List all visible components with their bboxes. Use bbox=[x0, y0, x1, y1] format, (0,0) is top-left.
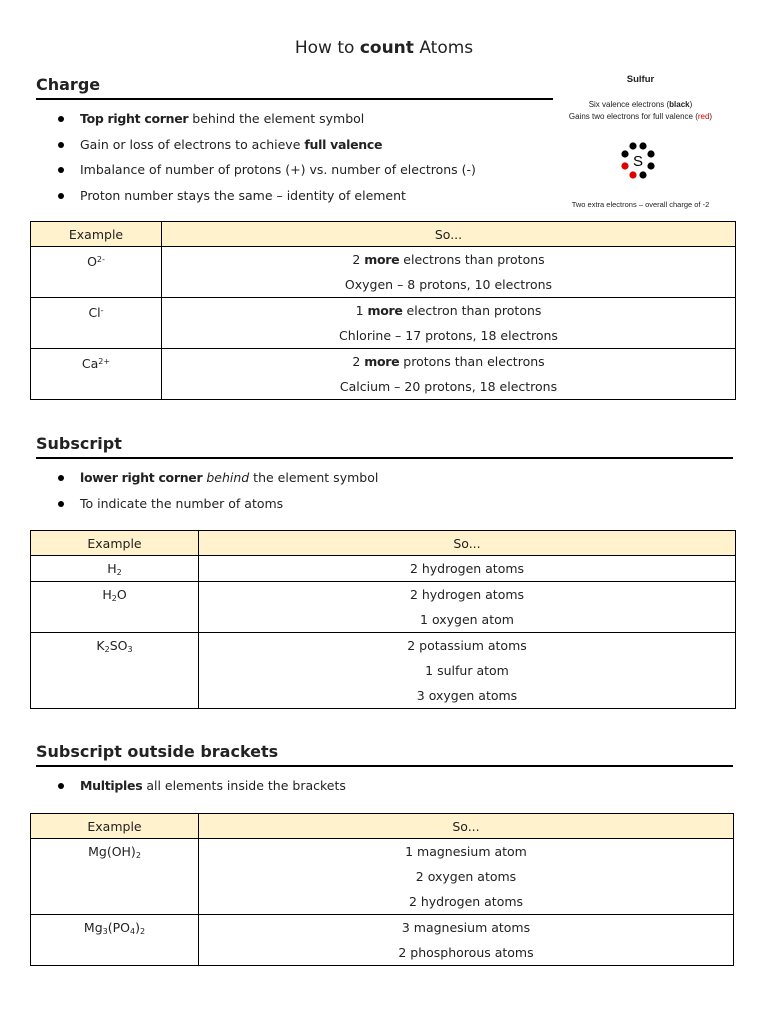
example-cell: $Ca^{2+}$ bbox=[31, 349, 162, 400]
sulfur-figure bbox=[563, 72, 718, 212]
table-row bbox=[31, 247, 736, 298]
col-example: Example bbox=[31, 531, 199, 556]
subscript-bullets bbox=[58, 465, 378, 516]
figure-footer: Two extra electrons – overall charge of -2 bbox=[571, 200, 710, 209]
valence-electron bbox=[639, 142, 646, 149]
valence-electron bbox=[647, 150, 654, 157]
table-row bbox=[31, 582, 736, 633]
table-row bbox=[31, 349, 736, 400]
table-header bbox=[31, 531, 736, 556]
title-bold: count bbox=[359, 38, 414, 58]
example-cell: $Mg_3(PO_4)_2$ bbox=[31, 915, 199, 966]
list-item: Top right corner behind the element symbol bbox=[58, 106, 476, 132]
charge-table bbox=[30, 221, 736, 400]
example-cell: Cl- bbox=[31, 298, 162, 349]
table-header bbox=[31, 814, 734, 839]
figure-caption-1: Six valence electrons (black) bbox=[588, 100, 693, 109]
valence-electron bbox=[647, 162, 654, 169]
list-item: lower right corner behind the element symbol bbox=[58, 465, 378, 491]
list-item: Multiples all elements inside the brackets bbox=[58, 773, 346, 799]
brackets-heading: Subscript outside brackets bbox=[36, 742, 733, 767]
list-item: Imbalance of number of protons (+) vs. number of electrons (-) bbox=[58, 157, 476, 183]
figure-title: Sulfur bbox=[626, 74, 655, 85]
col-so: So... bbox=[162, 222, 736, 247]
example-cell: $H_2$ bbox=[31, 556, 199, 582]
gained-electron bbox=[629, 171, 636, 178]
col-example: Example bbox=[31, 814, 199, 839]
list-item: Proton number stays the same – identity of element bbox=[58, 183, 476, 209]
valence-electron bbox=[639, 171, 646, 178]
subscript-heading: Subscript bbox=[36, 434, 733, 459]
valence-electron bbox=[621, 150, 628, 157]
charge-bullets bbox=[58, 106, 476, 208]
figure-caption-2: Gains two electrons for full valence (red) bbox=[568, 112, 713, 121]
sulfur-electron-diagram bbox=[613, 138, 663, 182]
table-row bbox=[31, 298, 736, 349]
table-row bbox=[31, 839, 734, 915]
charge-heading: Charge bbox=[36, 75, 553, 100]
explanation-cell: 2 potassium atoms 1 sulfur atom 3 oxygen atoms bbox=[199, 633, 736, 709]
page-title bbox=[0, 38, 768, 58]
list-item: To indicate the number of atoms bbox=[58, 491, 378, 517]
example-cell: $O^{2-}$ bbox=[31, 247, 162, 298]
table-row bbox=[31, 633, 736, 709]
col-so: So... bbox=[199, 814, 734, 839]
explanation-cell: 2 hydrogen atoms bbox=[199, 556, 736, 582]
col-so: So... bbox=[199, 531, 736, 556]
subscript-table bbox=[30, 530, 736, 709]
title-text: How to bbox=[294, 38, 360, 58]
explanation-cell: 2 more electrons than protons Oxygen – 8 protons, 10 electrons bbox=[162, 247, 736, 298]
brackets-bullets bbox=[58, 773, 346, 799]
example-cell: $H_2O$ bbox=[31, 582, 199, 633]
explanation-cell: 1 magnesium atom 2 oxygen atoms 2 hydrogen atoms bbox=[199, 839, 734, 915]
title-text-end: Atoms bbox=[413, 38, 474, 58]
brackets-table bbox=[30, 813, 734, 966]
gained-electron bbox=[621, 162, 628, 169]
explanation-cell: 2 more protons than electrons Calcium – 20 protons, 18 electrons bbox=[162, 349, 736, 400]
example-cell: $Mg(OH)_2$ bbox=[31, 839, 199, 915]
element-symbol: S bbox=[632, 153, 644, 170]
list-item: Gain or loss of electrons to achieve full valence bbox=[58, 132, 476, 158]
explanation-cell: 1 more electron than protons Chlorine – 17 protons, 18 electrons bbox=[162, 298, 736, 349]
explanation-cell: 2 hydrogen atoms 1 oxygen atom bbox=[199, 582, 736, 633]
explanation-cell: 3 magnesium atoms 2 phosphorous atoms bbox=[199, 915, 734, 966]
table-row bbox=[31, 915, 734, 966]
example-cell: $K_2SO_3$ bbox=[31, 633, 199, 709]
table-header bbox=[31, 222, 736, 247]
col-example: Example bbox=[31, 222, 162, 247]
table-row bbox=[31, 556, 736, 582]
valence-electron bbox=[629, 142, 636, 149]
